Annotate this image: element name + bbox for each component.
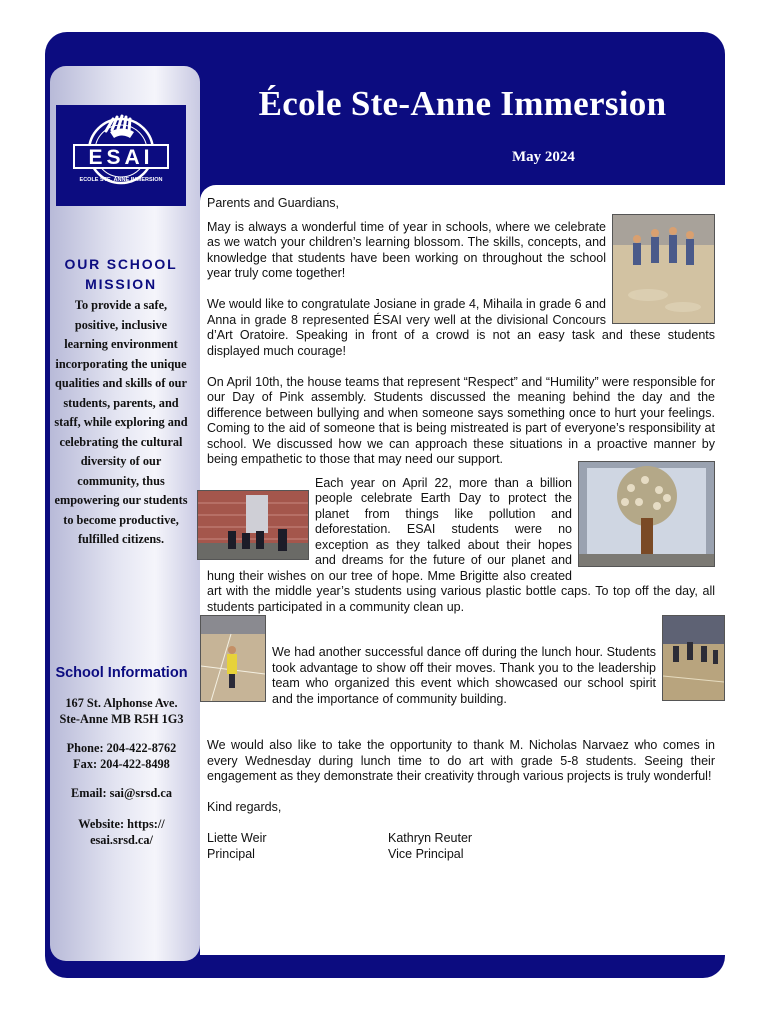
photo-dance-off-1 <box>200 615 266 702</box>
letter-paragraph-6: We would also like to take the opportunity to thank M. Nicholas Narvaez who comes in every Wednesday during lunch time to do art with grade 5-8 students. Seeing their engagement as they demonstrate their creativity through various projects is truly wonderful! <box>207 738 715 783</box>
mission-heading-line1: OUR SCHOOL <box>64 256 178 272</box>
vice-principal-name: Kathryn Reuter <box>388 831 473 845</box>
mission-heading <box>52 254 190 294</box>
school-email[interactable] <box>50 786 193 802</box>
signatures <box>207 831 715 862</box>
logo-ring-text: ECOLE STE. ANNE IMMERSION <box>79 177 163 183</box>
photo-day-of-pink <box>197 490 309 560</box>
school-info-heading: School Information <box>55 665 188 681</box>
website-link-line2[interactable]: esai.srsd.ca/ <box>90 832 153 847</box>
principal-name: Liette Weir <box>207 831 267 845</box>
newsletter-title: École Ste-Anne Immersion <box>258 84 667 123</box>
letter-closing: Kind regards, <box>207 800 282 814</box>
letter-paragraph-2: We would like to congratulate Josiane in grade 4, Mihaila in grade 6 and Anna in grade 8 represented ÉSAI very well at the divisional Concours d’Art Oratoire. Speaking in front of a crowd is not an easy task and these students displayed much courage! <box>207 297 715 358</box>
logo-initials: ESAI <box>88 146 154 169</box>
school-address <box>50 696 193 727</box>
letter-paragraph-5: We had another successful dance off during the lunch hour. Students took advantage to show off their moves. Thank you to the leadership team who organized this event which showcased our school spirit and the importance of community building. <box>272 645 656 706</box>
school-logo <box>56 105 186 206</box>
letter-paragraph-4: Each year on April 22, more than a billion people celebrate Earth Day to protect the planet from things like pollution and deforestation. ESAI students were no exception as they talked about their hopes and dreams for the future of our planet and hung their wishes on our tree of hope. Mme Brigitte also created art with the middle year’s students using various plastic bottle caps. To top off the day, all students participated in a community clean up. <box>207 475 715 614</box>
address-line1: 167 St. Alphonse Ave. <box>65 696 178 710</box>
letter-greeting: Parents and Guardians, <box>207 196 340 210</box>
mission-statement: To provide a safe, positive, inclusive learning environment incorporating the unique qualities and skills of our students, parents, and staff, while exploring and celebrating the cultural diversity of our community, thus empowering our students to become productive, fulfilled citizens. <box>54 298 188 546</box>
school-website[interactable] <box>50 817 193 848</box>
photo-students-sand <box>612 214 715 324</box>
fax-number: Fax: 204-422-8498 <box>73 756 170 771</box>
phone-number: Phone: 204-422-8762 <box>66 741 177 755</box>
vice-principal-title: Vice Principal <box>388 846 464 861</box>
school-phone-fax <box>50 741 193 772</box>
letter-paragraph-3: On April 10th, the house teams that represent “Respect” and “Humility” were responsible for our Day of Pink assembly. Students discussed the meaning behind the day and the difference between bullying and when someone says something once to hurt your feelings. Coming to the aid of someone that is being mistreated is part of everyone’s responsibility at school. We discussed how we can approach these situations in a proactive manner by being empathetic to those that may need our support. <box>207 374 715 466</box>
signature-principal <box>207 831 388 862</box>
photo-dance-off-2 <box>662 615 725 701</box>
website-link-line1[interactable]: Website: https:// <box>78 817 165 831</box>
letter-body <box>207 196 715 862</box>
esai-logo-icon <box>56 105 186 206</box>
photo-tree-of-hope <box>578 461 715 567</box>
principal-title: Principal <box>207 846 255 861</box>
newsletter-date: May 2024 <box>512 149 575 165</box>
address-line2: Ste-Anne MB R5H 1G3 <box>59 711 184 726</box>
email-link[interactable]: Email: sai@srsd.ca <box>71 786 172 800</box>
signature-vice-principal <box>388 831 472 862</box>
letter-paragraph-1: May is always a wonderful time of year in schools, where we celebrate as we watch your children’s learning blossom. The skills, concepts, and knowledge that students have been working on throughout the school year truly come together! <box>207 219 606 280</box>
mission-heading-line2: MISSION <box>85 276 157 292</box>
